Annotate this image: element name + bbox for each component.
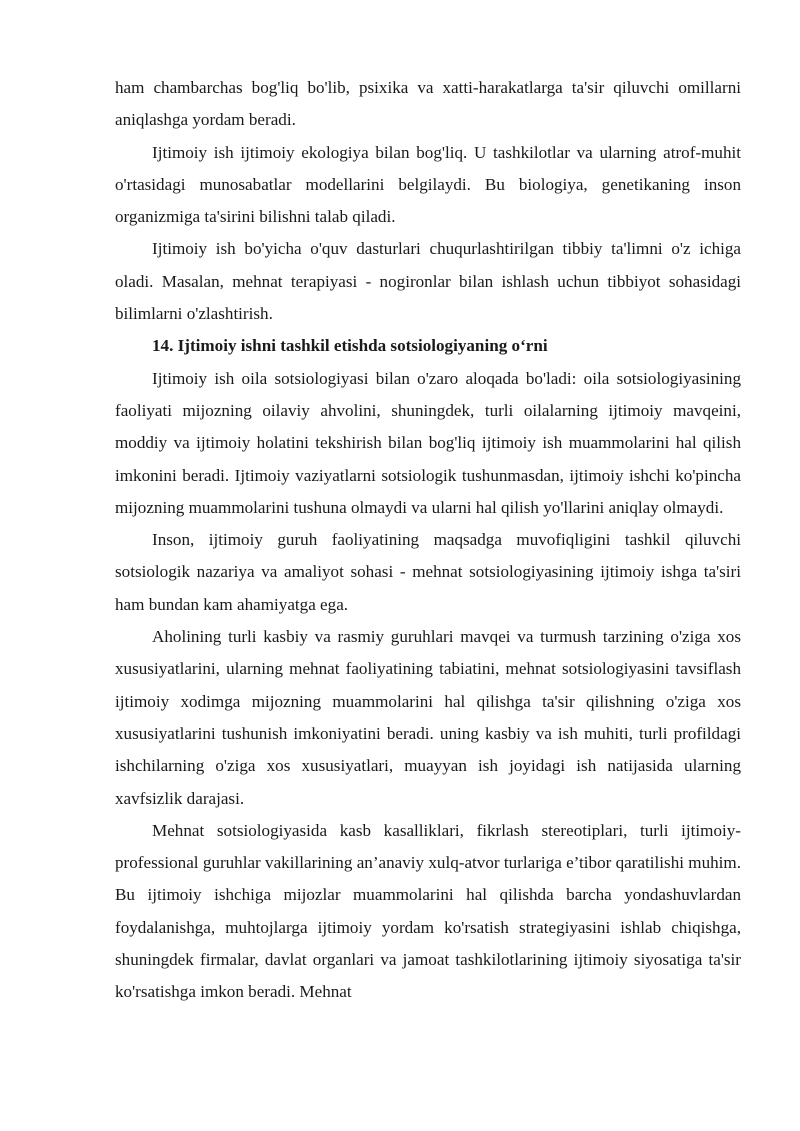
paragraph-continuation: ham chambarchas bog'liq bo'lib, psixika va xatti-harakatlarga ta'sir qiluvchi omillarni aniqlashga yordam beradi.	[115, 78, 741, 130]
paragraph-medical-education: Ijtimoiy ish bo'yicha o'quv dasturlari chuqurlashtirilgan tibbiy ta'limni o'z ichiga oladi. Masalan, mehnat terapiyasi - nogironlar bilan ishlash uchun tibbiyot sohasidagi bilimlarni o'zlashtirish.	[115, 239, 741, 324]
document-body	[115, 72, 741, 1009]
paragraph-family-sociology: Ijtimoiy ish oila sotsiologiyasi bilan o'zaro aloqada bo'ladi: oila sotsiologiyasining faoliyati mijozning oilaviy ahvolini, shuningdek, turli oilalarning ijtimoiy mavqeini, moddiy va ijtimoiy holatini tekshirish bilan bog'liq ijtimoiy ish muammolarini hal qilish imkonini beradi. Ijtimoiy vaziyatlarni sotsiologik tushunmasdan, ijtimoiy ishchi ko'pincha mijozning muammolarini tushuna olmaydi va ularni hal qilish yo'llarini aniqlay olmaydi.	[115, 368, 741, 517]
paragraph-social-ecology: Ijtimoiy ish ijtimoiy ekologiya bilan bog'liq. U tashkilotlar va ularning atrof-muhit o'rtasidagi munosabatlar modellarini belgilaydi. Bu biologiya, genetikaning inson organizmiga ta'sirini bilishni talab qiladi.	[115, 142, 741, 227]
paragraph-occupational-diseases: Mehnat sotsiologiyasida kasb kasalliklari, fikrlash stereotiplari, turli ijtimoiy-professional guruhlar vakillarining an’anaviy xulq-atvor turlariga e’tibor qaratilishi muhim. Bu ijtimoiy ishchiga mijozlar muammolarini hal qilishda barcha yondashuvlardan foydalanishga, muhtojlarga ijtimoiy yordam ko'rsatish strategiyasini ishlab chiqishga, shuningdek firmalar, davlat organlari va jamoat tashkilotlarining ijtimoiy siyosatiga ta'sir ko'rsatishga imkon beradi. Mehnat	[115, 820, 741, 1002]
paragraph-labor-sociology: Inson, ijtimoiy guruh faoliyatining maqsadga muvofiqligini tashkil qiluvchi sotsiologik nazariya va amaliyot sohasi - mehnat sotsiologiyasining ijtimoiy ishga ta'siri ham bundan kam ahamiyatga ega.	[115, 530, 741, 614]
paragraph-professional-groups: Aholining turli kasbiy va rasmiy guruhlari mavqei va turmush tarzining o'ziga xos xususiyatlarini, ularning mehnat faoliyatining tabiatini, mehnat sotsiologiyasini tavsiflash ijtimoiy xodimga mijozning muammolarini hal qilishga ta'sir qilishning o'ziga xos xususiyatlarini tushunish imkoniyatini beradi. uning kasbiy va ish muhiti, turli profildagi ishchilarning o'ziga xos xususiyatlari, muayyan ish joyidagi ish natijasida ularning xavfsizlik darajasi.	[115, 627, 741, 808]
section-heading: 14. Ijtimoiy ishni tashkil etishda sotsiologiyaning o‘rni	[152, 336, 548, 356]
